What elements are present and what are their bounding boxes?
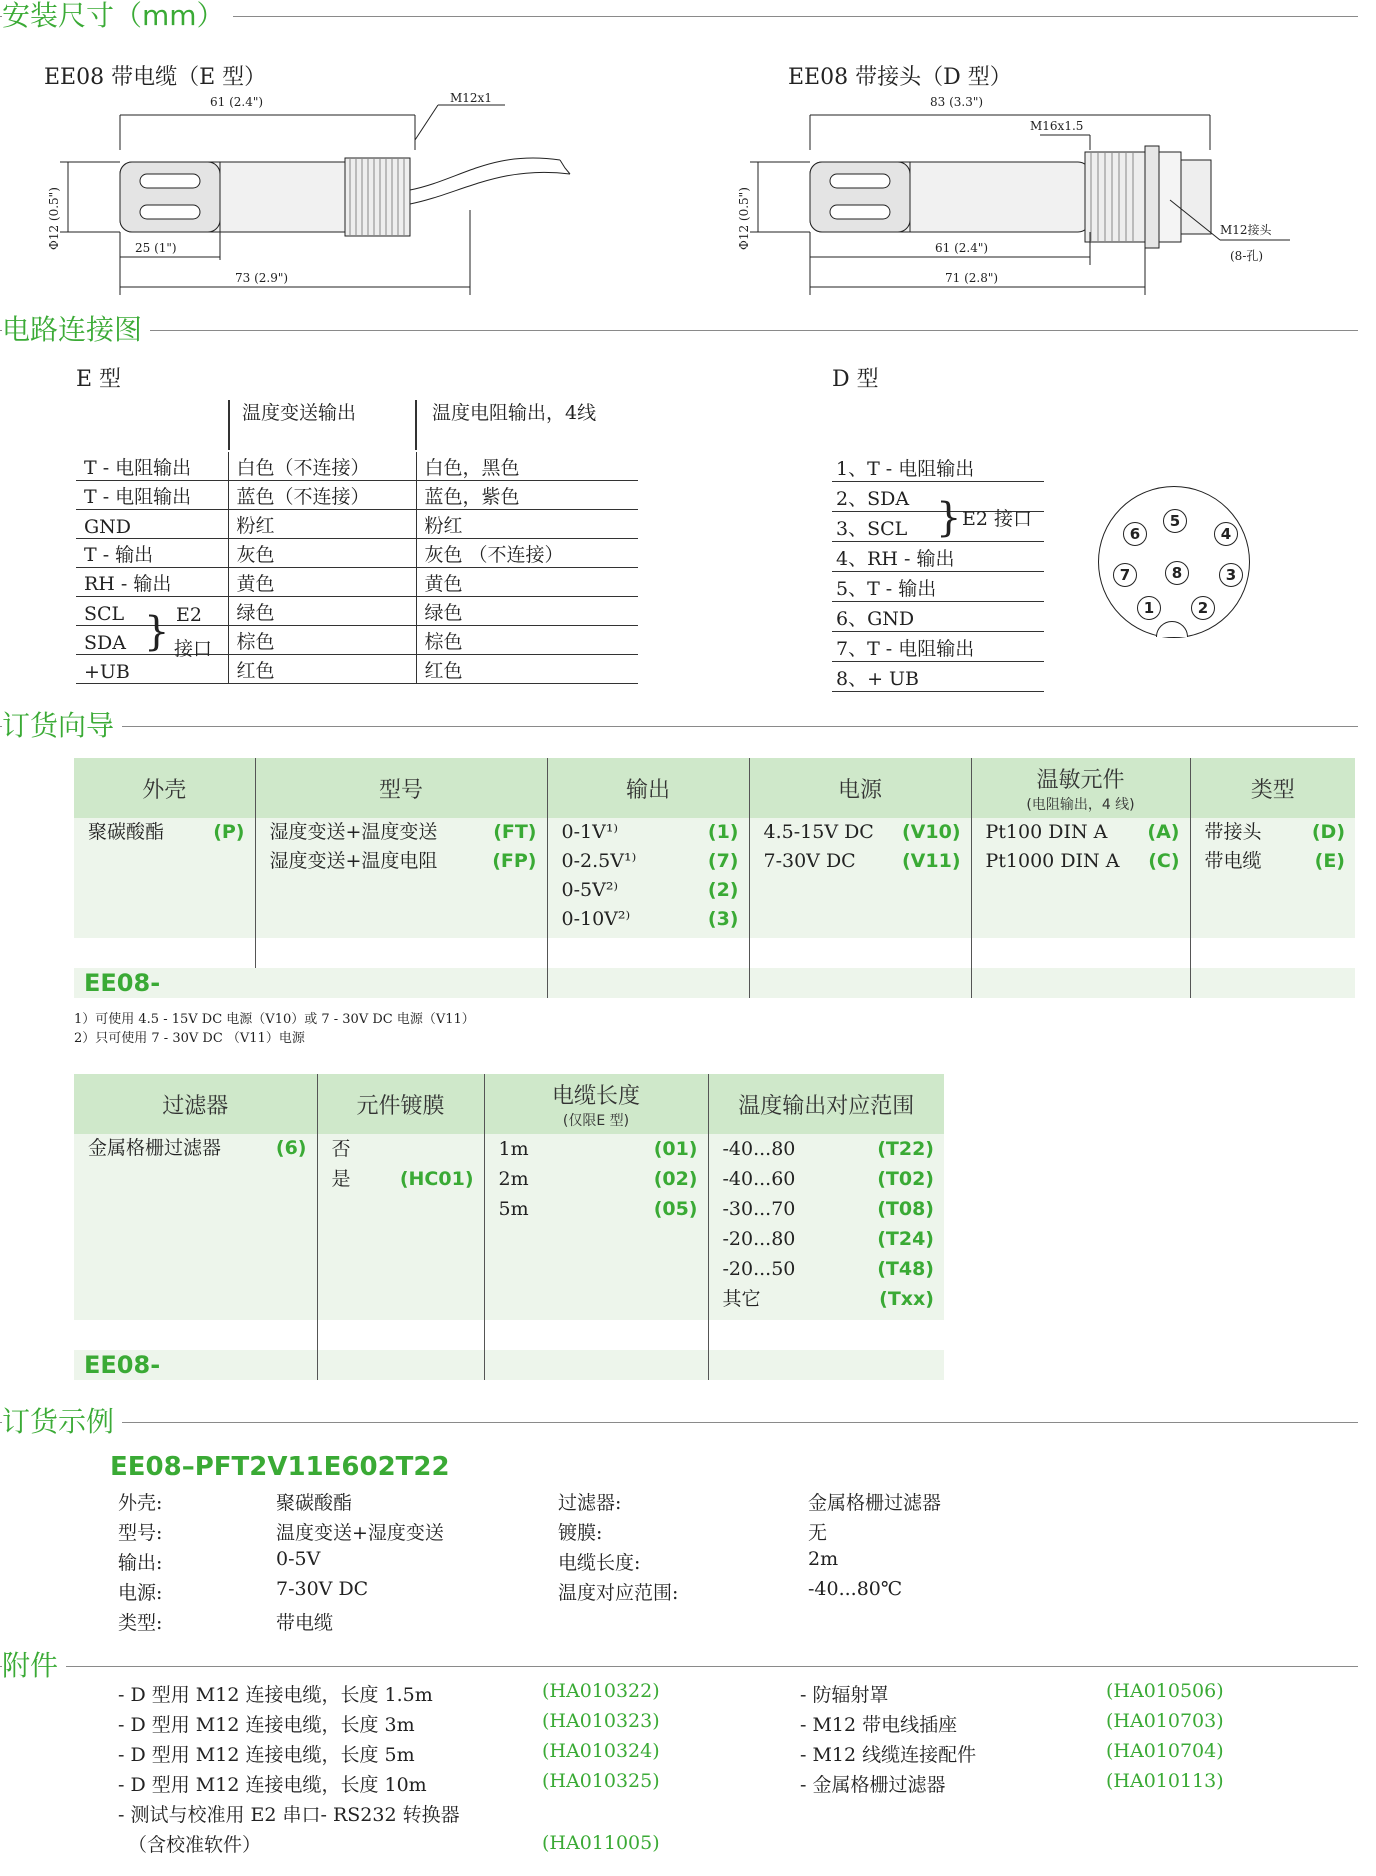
example-key: 型号: bbox=[118, 1522, 163, 1544]
dim-connector-pins: (8-孔) bbox=[1230, 249, 1264, 263]
accessory-code: (HA010325) bbox=[542, 1770, 660, 1792]
header-type: 类型 bbox=[1190, 758, 1355, 818]
option-row: 湿度变送+温度电阻 (FP) bbox=[269, 850, 537, 872]
power-options bbox=[749, 818, 971, 938]
example-value: 2m bbox=[808, 1548, 839, 1570]
example-key: 电源: bbox=[118, 1582, 163, 1604]
section-title: 订货示例 bbox=[2, 1402, 122, 1442]
d-type-label: D 型 bbox=[832, 367, 879, 392]
option-row: 1m (01) bbox=[498, 1138, 698, 1160]
wiring-header-divider bbox=[228, 400, 230, 450]
e-type-drawing-title: EE08 带电缆（E 型） bbox=[44, 65, 267, 90]
pin-6: 6 bbox=[1123, 522, 1147, 546]
accessory-name: - D 型用 M12 连接电缆，长度 10m bbox=[118, 1774, 427, 1796]
wire-signal: RH - 输出 bbox=[76, 568, 228, 597]
header-range: 温度输出对应范围 bbox=[708, 1074, 944, 1134]
order-prefix: EE08- bbox=[84, 969, 161, 997]
header-output: 输出 bbox=[547, 758, 749, 818]
pin-row: 3、SCL bbox=[832, 512, 1044, 542]
wire-signal: GND bbox=[76, 510, 228, 539]
section-wiring bbox=[0, 310, 1358, 350]
wiring-row bbox=[76, 539, 638, 568]
example-value: 带电缆 bbox=[276, 1612, 334, 1634]
wire-color: 绿色 bbox=[416, 597, 638, 626]
accessory-code: (HA010704) bbox=[1106, 1740, 1224, 1762]
accessory-code: (HA010113) bbox=[1106, 1770, 1224, 1792]
header-cable bbox=[484, 1074, 708, 1134]
example-key: 镀膜: bbox=[558, 1522, 603, 1544]
header-model: 型号 bbox=[255, 758, 547, 818]
option-row: 否 bbox=[331, 1138, 351, 1160]
example-key: 电缆长度: bbox=[558, 1552, 641, 1574]
pin-row: 2、SDA bbox=[832, 482, 1044, 512]
sensor-options bbox=[971, 818, 1190, 938]
example-value: 温度变送+湿度变送 bbox=[276, 1522, 444, 1544]
e-type-dimension-drawing bbox=[47, 90, 620, 290]
wiring-col-resistance: 温度电阻输出，4线 bbox=[432, 402, 597, 424]
wiring-row bbox=[76, 510, 638, 539]
wire-signal: T - 电阻输出 bbox=[76, 452, 228, 481]
example-order-code: EE08–PFT2V11E602T22 bbox=[110, 1452, 450, 1482]
example-key: 类型: bbox=[118, 1612, 163, 1634]
wiring-row bbox=[76, 568, 638, 597]
option-row: 0-5V²⁾ (2) bbox=[561, 879, 739, 901]
d-type-dimension-drawing bbox=[737, 90, 1330, 290]
option-row: 5m (05) bbox=[498, 1198, 698, 1220]
option-row: 0-2.5V¹⁾ (7) bbox=[561, 850, 739, 872]
accessory-code: (HA010703) bbox=[1106, 1710, 1224, 1732]
wire-signal: T - 输出 bbox=[76, 539, 228, 568]
section-title: 订货向导 bbox=[2, 706, 122, 746]
cable-options bbox=[484, 1134, 708, 1320]
wire-color: 绿色 bbox=[228, 597, 416, 626]
pin-row: 6、GND bbox=[832, 602, 1044, 632]
e2-interface-label: 接口 bbox=[174, 638, 213, 660]
accessory-name: - D 型用 M12 连接电缆，长度 5m bbox=[118, 1744, 415, 1766]
pin-3: 3 bbox=[1219, 563, 1243, 587]
dim-m16: M16x1.5 bbox=[1030, 119, 1084, 133]
wire-color: 蓝色，紫色 bbox=[416, 481, 638, 510]
dim-m12: M12x1 bbox=[450, 91, 492, 105]
header-power: 电源 bbox=[749, 758, 971, 818]
wire-color: 灰色 bbox=[228, 539, 416, 568]
section-rule bbox=[0, 1666, 1358, 1667]
header-cable-sub: (仅限E 型) bbox=[562, 1112, 630, 1129]
accessory-name: - D 型用 M12 连接电缆，长度 3m bbox=[118, 1714, 415, 1736]
example-details bbox=[118, 1488, 1018, 1648]
section-title: 安装尺寸（mm） bbox=[2, 0, 233, 36]
option-row: 带接头 (D) bbox=[1204, 821, 1345, 843]
dim-71: 71 (2.8") bbox=[945, 271, 999, 285]
d-e2-label: E2 接口 bbox=[962, 508, 1032, 530]
example-key: 输出: bbox=[118, 1552, 163, 1574]
section-dimensions bbox=[0, 0, 1358, 36]
option-row: 2m (02) bbox=[498, 1168, 698, 1190]
option-row: -20...50 (T48) bbox=[722, 1258, 934, 1280]
pin-7: 7 bbox=[1113, 563, 1137, 587]
example-value: 无 bbox=[808, 1522, 828, 1544]
key-notch-icon bbox=[1156, 621, 1188, 653]
range-options bbox=[708, 1134, 944, 1320]
pin-1: 1 bbox=[1137, 596, 1161, 620]
wire-signal: +UB bbox=[76, 655, 228, 684]
pin-row: 8、+ UB bbox=[832, 662, 1044, 692]
option-row: 7-30V DC (V11) bbox=[763, 850, 961, 872]
option-row: 带电缆 (E) bbox=[1204, 850, 1345, 872]
wire-color: 蓝色（不连接） bbox=[228, 481, 416, 510]
footnote: 2）只可使用 7 - 30V DC （V11）电源 bbox=[74, 1031, 305, 1046]
option-row: 湿度变送+温度变送 (FT) bbox=[269, 821, 537, 843]
type-options bbox=[1190, 818, 1355, 938]
accessory-code: (HA010506) bbox=[1106, 1680, 1224, 1702]
e2-label: E2 bbox=[176, 604, 202, 626]
section-example bbox=[0, 1402, 1358, 1442]
dim-dia: Φ12 (0.5") bbox=[737, 187, 751, 250]
e-type-label: E 型 bbox=[76, 367, 122, 392]
wiring-row bbox=[76, 481, 638, 510]
wire-color: 粉红 bbox=[228, 510, 416, 539]
dim-61: 61 (2.4") bbox=[935, 241, 989, 255]
header-filter: 过滤器 bbox=[74, 1074, 317, 1134]
d-e2-brace: } bbox=[936, 495, 962, 541]
option-row: Pt100 DIN A (A) bbox=[985, 821, 1180, 843]
wire-color: 粉红 bbox=[416, 510, 638, 539]
order-footnotes bbox=[74, 1010, 475, 1048]
output-options bbox=[547, 818, 749, 938]
option-row: -30...70 (T08) bbox=[722, 1198, 934, 1220]
dim-83: 83 (3.3") bbox=[930, 95, 984, 109]
wire-color: 白色，黑色 bbox=[416, 452, 638, 481]
accessory-code: (HA010322) bbox=[542, 1680, 660, 1702]
option-row: 其它 (Txx) bbox=[722, 1288, 934, 1310]
accessory-code: (HA010323) bbox=[542, 1710, 660, 1732]
wire-signal: SDA bbox=[76, 626, 228, 655]
wiring-col-transmitter: 温度变送输出 bbox=[242, 402, 357, 424]
wire-color: 棕色 bbox=[416, 626, 638, 655]
wiring-row bbox=[76, 452, 638, 481]
example-value: 聚碳酸酯 bbox=[276, 1492, 353, 1514]
example-value: -40...80℃ bbox=[808, 1578, 903, 1600]
accessory-code: (HA011005) bbox=[542, 1832, 660, 1854]
accessory-name: - D 型用 M12 连接电缆，长度 1.5m bbox=[118, 1684, 433, 1706]
section-title: 电路连接图 bbox=[2, 310, 150, 350]
dim-61: 61 (2.4") bbox=[210, 95, 264, 109]
pin-row: 1、T - 电阻输出 bbox=[832, 452, 1044, 482]
filter-options bbox=[74, 1134, 317, 1320]
accessory-name: - M12 线缆连接配件 bbox=[800, 1744, 977, 1766]
pin-8: 8 bbox=[1165, 561, 1189, 585]
option-row: Pt1000 DIN A (C) bbox=[985, 850, 1180, 872]
dim-73: 73 (2.9") bbox=[235, 271, 289, 285]
pin-4: 4 bbox=[1214, 522, 1238, 546]
accessory-name: - 金属格栅过滤器 bbox=[800, 1774, 946, 1796]
example-key: 外壳: bbox=[118, 1492, 163, 1514]
dim-connector: M12接头 bbox=[1220, 223, 1272, 237]
header-sensor-title: 温敏元件 bbox=[1036, 767, 1125, 793]
wiring-header-divider bbox=[415, 400, 417, 450]
order-prefix: EE08- bbox=[84, 1351, 161, 1379]
connector-face-icon bbox=[1098, 486, 1250, 638]
accessory-name: - M12 带电线插座 bbox=[800, 1714, 958, 1736]
order-table-2 bbox=[74, 1074, 944, 1380]
dim-dia: Φ12 (0.5") bbox=[47, 187, 61, 250]
option-row: -20...80 (T24) bbox=[722, 1228, 934, 1250]
housing-options bbox=[74, 818, 255, 938]
model-options bbox=[255, 818, 547, 938]
header-housing: 外壳 bbox=[74, 758, 255, 818]
example-value: 7-30V DC bbox=[276, 1578, 369, 1600]
wire-color: 灰色 （不连接） bbox=[416, 539, 638, 568]
coating-options bbox=[317, 1134, 484, 1320]
header-cable-title: 电缆长度 bbox=[551, 1083, 640, 1109]
example-key: 温度对应范围: bbox=[558, 1582, 679, 1604]
accessory-name-note: （含校准软件） bbox=[128, 1834, 262, 1856]
wire-color: 红色 bbox=[416, 655, 638, 684]
wire-color: 黄色 bbox=[416, 568, 638, 597]
accessory-name: - 防辐射罩 bbox=[800, 1684, 889, 1706]
pin-row: 7、T - 电阻输出 bbox=[832, 632, 1044, 662]
section-title: 附件 bbox=[2, 1646, 66, 1686]
pin-2: 2 bbox=[1191, 596, 1215, 620]
d-type-drawing-title: EE08 带接头（D 型） bbox=[788, 65, 1012, 90]
example-value: 金属格栅过滤器 bbox=[808, 1492, 942, 1514]
wire-color: 红色 bbox=[228, 655, 416, 684]
e2-brace: } bbox=[144, 609, 170, 655]
example-key: 过滤器: bbox=[558, 1492, 622, 1514]
example-value: 0-5V bbox=[276, 1548, 321, 1570]
wire-color: 黄色 bbox=[228, 568, 416, 597]
header-sensor-sub: (电阻输出，4 线) bbox=[1026, 796, 1135, 813]
pin-row: 4、RH - 输出 bbox=[832, 542, 1044, 572]
dim-25: 25 (1") bbox=[135, 241, 177, 255]
wire-signal: T - 电阻输出 bbox=[76, 481, 228, 510]
option-row: 金属格栅过滤器 (6) bbox=[88, 1137, 307, 1159]
section-rule bbox=[0, 330, 1358, 331]
order-table-1 bbox=[74, 758, 1355, 998]
header-sensor bbox=[971, 758, 1190, 818]
section-rule bbox=[0, 1422, 1358, 1423]
option-row: 是 (HC01) bbox=[331, 1168, 474, 1190]
footnote: 1）可使用 4.5 - 15V DC 电源（V10）或 7 - 30V DC 电源（V11） bbox=[74, 1012, 475, 1027]
section-rule bbox=[0, 726, 1358, 727]
option-row: 0-1V¹⁾ (1) bbox=[561, 821, 739, 843]
wire-color: 白色（不连接） bbox=[228, 452, 416, 481]
accessories-list bbox=[118, 1680, 1318, 1870]
section-ordering bbox=[0, 706, 1358, 746]
pin-row: 5、T - 输出 bbox=[832, 572, 1044, 602]
option-row: -40...80 (T22) bbox=[722, 1138, 934, 1160]
accessory-name: - 测试与校准用 E2 串口- RS232 转换器 bbox=[118, 1804, 460, 1826]
option-row: 4.5-15V DC (V10) bbox=[763, 821, 961, 843]
option-row: 0-10V²⁾ (3) bbox=[561, 908, 739, 930]
header-coating: 元件镀膜 bbox=[317, 1074, 484, 1134]
option-row: 聚碳酸酯 (P) bbox=[88, 821, 245, 843]
option-row: -40...60 (T02) bbox=[722, 1168, 934, 1190]
accessory-code: (HA010324) bbox=[542, 1740, 660, 1762]
pin-5: 5 bbox=[1163, 509, 1187, 533]
wire-signal: SCL bbox=[76, 597, 228, 626]
wire-color: 棕色 bbox=[228, 626, 416, 655]
